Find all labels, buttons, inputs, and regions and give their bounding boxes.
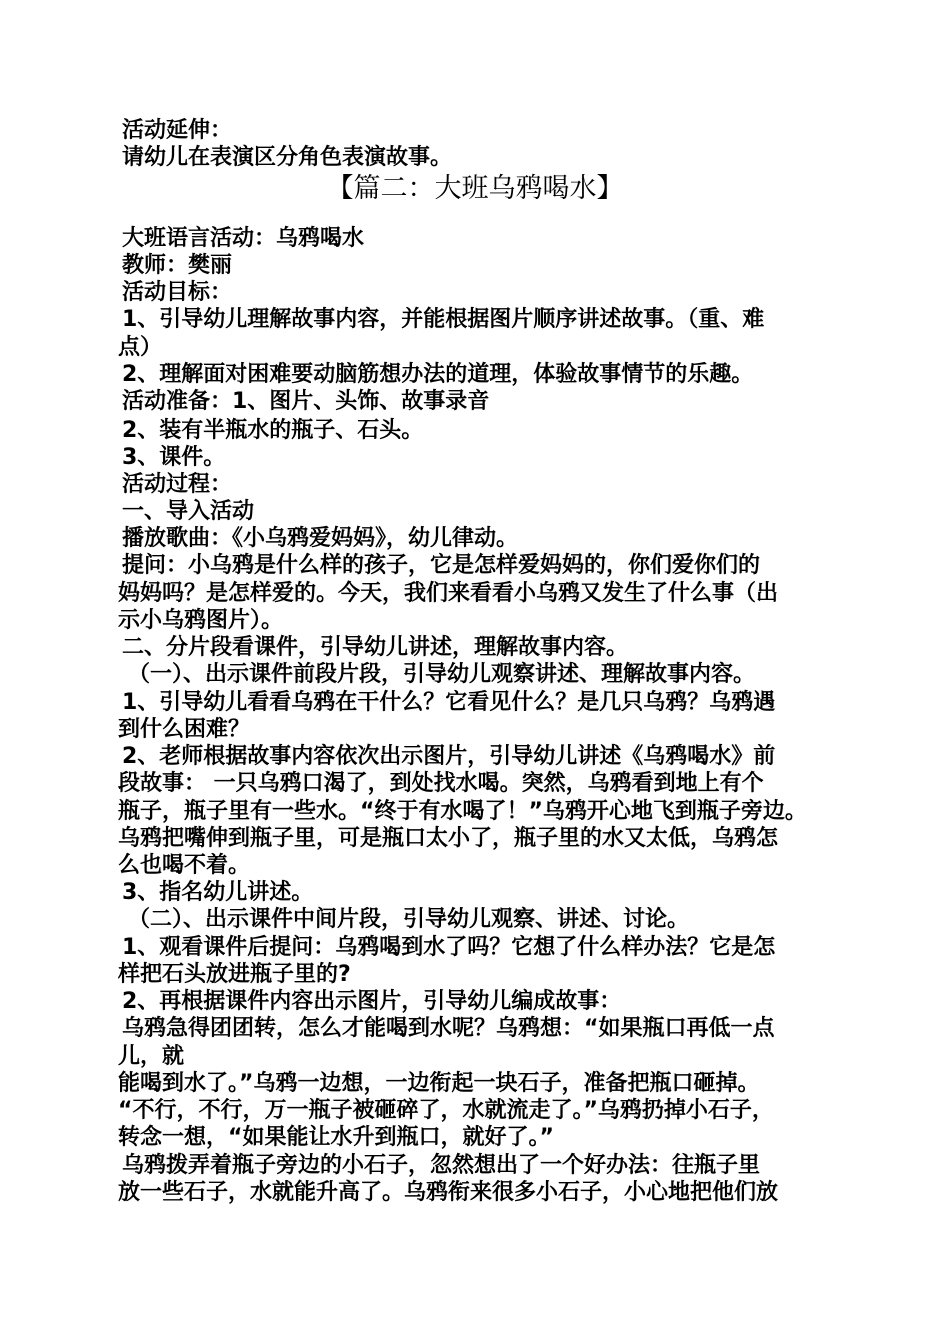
text-line: 二、分片段看课件，引导幼儿讲述，理解故事内容。 — [122, 635, 629, 660]
text-line: 3、课件。 — [122, 445, 226, 470]
text-line: （一）、出示课件前段片段，引导幼儿观察讲述、理解故事内容。 — [128, 662, 756, 687]
text-line: 活动目标： — [122, 280, 233, 305]
text-line: 活动过程： — [122, 472, 233, 497]
text-line: （二）、出示课件中间片段，引导幼儿观察、讲述、讨论。 — [128, 907, 690, 932]
text-line: 示小乌鸦图片）。 — [118, 608, 284, 633]
text-line: 活动延伸： — [122, 118, 233, 143]
text-line: 儿，就 — [118, 1044, 185, 1069]
text-line: 乌鸦拨弄着瓶子旁边的小石子，忽然想出了一个好办法：往瓶子里 — [122, 1153, 761, 1178]
text-line: 1、引导幼儿看看乌鸦在干什么？它看见什么？是几只乌鸦？乌鸦遇 — [122, 690, 776, 715]
text-line: 转念一想，“如果能让水升到瓶口，就好了。” — [118, 1125, 554, 1150]
text-line: 妈妈吗？是怎样爱的。今天，我们来看看小乌鸦又发生了什么事（出 — [118, 581, 779, 606]
text-line: 瓶子，瓶子里有一些水。“终于有水喝了！”乌鸦开心地飞到瓶子旁边。 — [118, 799, 807, 824]
text-line: 段故事： 一只乌鸦口渴了，到处找水喝。突然，乌鸦看到地上有个 — [118, 771, 764, 796]
text-line: 到什么困难？ — [118, 717, 251, 742]
section-title: 【篇二：大班乌鸦喝水】 — [326, 173, 624, 204]
text-line: 能喝到水了。”乌鸦一边想，一边衔起一块石子，准备把瓶口砸掉。 — [118, 1071, 760, 1096]
text-line: “不行，不行，万一瓶子被砸碎了，水就流走了。”乌鸦扔掉小石子， — [118, 1098, 774, 1123]
text-line: 大班语言活动：乌鸦喝水 — [122, 226, 365, 251]
text-line: 3、指名幼儿讲述。 — [122, 880, 314, 905]
text-line: 1、观看课件后提问：乌鸦喝到水了吗？它想了什么样办法？它是怎 — [122, 935, 776, 960]
text-line: 么也喝不着。 — [118, 853, 251, 878]
text-line: 放一些石子，水就能升高了。乌鸦衔来很多小石子，小心地把他们放 — [118, 1180, 779, 1205]
text-line: 活动准备：1、图片、头饰、故事录音 — [122, 389, 490, 414]
text-line: 点） — [118, 335, 163, 360]
text-line: 教师：樊丽 — [122, 253, 233, 278]
text-line: 乌鸦把嘴伸到瓶子里，可是瓶口太小了，瓶子里的水又太低，乌鸦怎 — [118, 826, 779, 851]
text-line: 请幼儿在表演区分角色表演故事。 — [122, 145, 453, 170]
text-line: 2、再根据课件内容出示图片，引导幼儿编成故事： — [122, 989, 622, 1014]
text-line: 一、导入活动 — [122, 499, 255, 524]
text-line: 1、引导幼儿理解故事内容，并能根据图片顺序讲述故事。（重、难 — [122, 307, 765, 332]
text-line: 2、老师根据故事内容依次出示图片，引导幼儿讲述《乌鸦喝水》前 — [122, 744, 776, 769]
text-line: 播放歌曲：《小乌鸦爱妈妈》，幼儿律动。 — [122, 526, 519, 551]
text-line: 乌鸦急得团团转，怎么才能喝到水呢？乌鸦想：“如果瓶口再低一点 — [122, 1016, 775, 1041]
text-line: 2、理解面对困难要动脑筋想办法的道理，体验故事情节的乐趣。 — [122, 362, 754, 387]
text-line: 2、装有半瓶水的瓶子、石头。 — [122, 418, 424, 443]
text-line: 样把石头放进瓶子里的? — [118, 962, 351, 987]
text-line: 提问：小乌鸦是什么样的孩子，它是怎样爱妈妈的，你们爱你们的 — [122, 553, 761, 578]
